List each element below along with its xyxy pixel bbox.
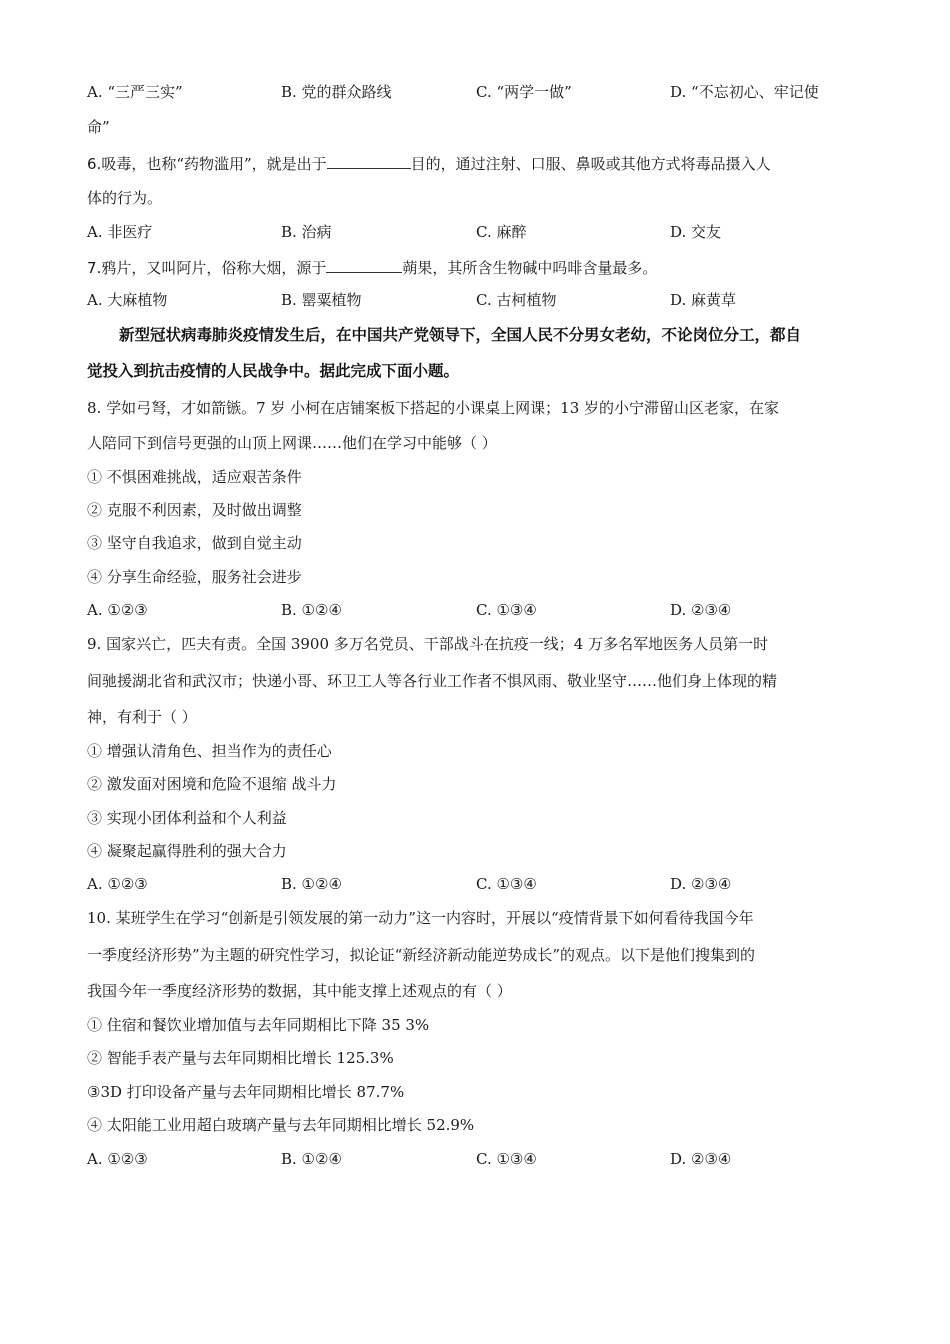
q10-item-4: ④ 太阳能工业用超白玻璃产量与去年同期相比增长 52.9% (87, 1116, 475, 1134)
intro-line2: 觉投入到抗击疫情的人民战争中。据此完成下面小题。 (87, 362, 460, 380)
q6-stem-line1 (87, 152, 771, 174)
q9-item-1: ① 增强认清角色、担当作为的责任心 (87, 742, 332, 760)
q6-option-d: D. 交友 (670, 223, 722, 241)
q7-stem-b: 蒴果，其所含生物碱中吗啡含量最多。 (402, 259, 658, 277)
q8-option-c: C. ①③④ (476, 601, 537, 619)
q10-stem-line2: 一季度经济形势”为主题的研究性学习，拟论证“新经济新动能逆势成长”的观点。以下是他们搜集到的 (87, 946, 756, 964)
q6-number: 6. (87, 155, 102, 173)
q10-stem-line1: 10. 某班学生在学习“创新是引领发展的第一动力”这一内容时，开展以“疫情背景下如何看待我国今年 (87, 909, 754, 927)
q7-options (87, 290, 907, 310)
q5-options (87, 82, 907, 102)
q7-option-d: D. 麻黄草 (670, 291, 737, 309)
q5-option-d: D. “不忘初心、牢记使 (670, 83, 819, 101)
q5-option-c: C. “两学一做” (476, 83, 572, 101)
q9-stem-line2: 间驰援湖北省和武汉市；快递小哥、环卫工人等各行业工作者不惧风雨、敬业坚守……他们身上体现的精 (87, 672, 778, 690)
q7-blank (326, 256, 402, 273)
q7-option-c: C. 古柯植物 (476, 291, 557, 309)
q9-options (87, 874, 907, 894)
q10-item-2: ② 智能手表产量与去年同期相比增长 125.3% (87, 1049, 394, 1067)
q9-item-4: ④ 凝聚起赢得胜利的强大合力 (87, 842, 287, 860)
q8-stem-line1: 8. 学如弓弩，才如箭镞。7 岁 小柯在店铺案板下搭起的小课桌上网课；13 岁的小宁滞留山区老家，在家 (87, 399, 780, 417)
q6-stem-b: 目的，通过注射、口服、鼻吸或其他方式将毒品摄入人 (410, 155, 771, 173)
q9-option-a: A. ①②③ (87, 875, 148, 893)
q5-option-d-continued: 命” (87, 118, 110, 136)
q10-item-1: ① 住宿和餐饮业增加值与去年同期相比下降 35 3% (87, 1016, 430, 1034)
q9-option-b: B. ①②④ (281, 875, 342, 893)
q7-option-b: B. 罂粟植物 (281, 291, 362, 309)
q8-option-a: A. ①②③ (87, 601, 148, 619)
q8-option-d: D. ②③④ (670, 601, 732, 619)
q9-item-3: ③ 实现小团体利益和个人利益 (87, 809, 287, 827)
q9-stem-line1: 9. 国家兴亡，匹夫有责。全国 3900 多万名党员、干部战斗在抗疫一线；4 万多名军地医务人员第一时 (87, 635, 769, 653)
q6-blank (327, 152, 411, 169)
q9-option-c: C. ①③④ (476, 875, 537, 893)
q7-stem-a: 鸦片，又叫阿片，俗称大烟，源于 (101, 259, 327, 277)
q7-stem (87, 256, 657, 278)
q6-option-a: A. 非医疗 (87, 223, 153, 241)
q9-item-2: ② 激发面对困境和危险不退缩 战斗力 (87, 775, 337, 793)
q7-option-a: A. 大麻植物 (87, 291, 168, 309)
q8-item-4: ④ 分享生命经验，服务社会进步 (87, 568, 302, 586)
q10-option-a: A. ①②③ (87, 1150, 148, 1168)
intro-line1: 新型冠状病毒肺炎疫情发生后，在中国共产党领导下，全国人民不分男女老幼，不论岗位分工，都自 (119, 326, 802, 344)
q10-option-c: C. ①③④ (476, 1150, 537, 1168)
q8-options (87, 600, 907, 620)
q10-item-3: ③3D 打印设备产量与去年同期相比增长 87.7% (87, 1083, 405, 1101)
q10-options (87, 1149, 907, 1169)
q8-item-3: ③ 坚守自我追求，做到自觉主动 (87, 534, 302, 552)
q5-option-a: A. “三严三实” (87, 83, 183, 101)
q9-option-d: D. ②③④ (670, 875, 732, 893)
q8-item-1: ① 不惧困难挑战，适应艰苦条件 (87, 468, 302, 486)
q6-stem-line2: 体的行为。 (87, 189, 163, 207)
q10-option-b: B. ①②④ (281, 1150, 342, 1168)
q6-option-c: C. 麻醉 (476, 223, 527, 241)
q7-number: 7. (87, 259, 102, 277)
q8-stem-line2: 人陪同下到信号更强的山顶上网课……他们在学习中能够（ ） (87, 434, 497, 452)
q5-option-b: B. 党的群众路线 (281, 83, 392, 101)
q10-option-d: D. ②③④ (670, 1150, 732, 1168)
q9-stem-line3: 神，有利于（ ） (87, 708, 197, 726)
q6-options (87, 222, 907, 242)
q8-item-2: ② 克服不利因素，及时做出调整 (87, 501, 302, 519)
q10-stem-line3: 我国今年一季度经济形势的数据，其中能支撑上述观点的有（ ） (87, 982, 512, 1000)
q8-option-b: B. ①②④ (281, 601, 342, 619)
q6-stem-a: 吸毒，也称“药物滥用”，就是出于 (101, 155, 327, 173)
q6-option-b: B. 治病 (281, 223, 332, 241)
